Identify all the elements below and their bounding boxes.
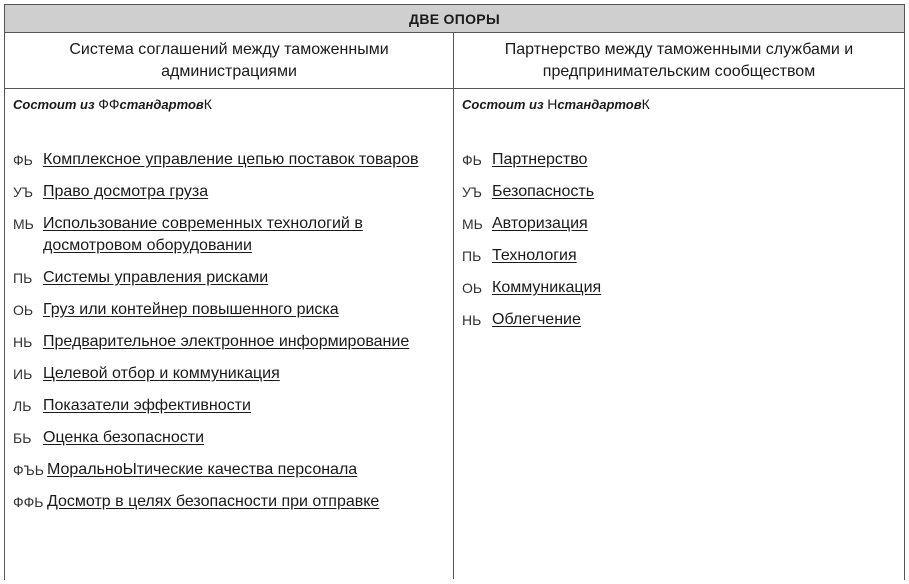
list-item: [462, 245, 896, 267]
consists-suffix: К: [203, 96, 212, 112]
two-pillars-table: [4, 4, 905, 580]
item-marker: ФЪЬ: [13, 462, 44, 478]
item-label[interactable]: Партнерство: [492, 151, 588, 168]
item-label[interactable]: Системы управления рисками: [43, 269, 269, 286]
header-row: [5, 33, 904, 89]
consists-prefix: Состоит из: [13, 97, 95, 112]
list-item: [13, 213, 445, 257]
item-label[interactable]: Комплексное управление цепью поставок товаров: [43, 151, 419, 168]
item-marker: ИЬ: [13, 366, 33, 382]
item-label[interactable]: МоральноЫтические качества персонала: [47, 461, 358, 478]
item-marker: МЬ: [462, 216, 483, 232]
consists-number: ФФ: [98, 96, 120, 112]
item-marker: ФЬ: [462, 152, 482, 168]
right-consists-line: [462, 95, 896, 113]
list-item: [13, 427, 445, 449]
item-marker: ОЬ: [13, 302, 34, 318]
list-item: [462, 149, 896, 171]
list-item: [13, 149, 445, 171]
item-label[interactable]: Технология: [492, 247, 577, 264]
consists-word: стандартов: [119, 97, 204, 112]
list-item: [462, 181, 896, 203]
right-standards-list: [462, 149, 896, 331]
list-item: [462, 277, 896, 299]
list-item: [13, 267, 445, 289]
item-label[interactable]: Груз или контейнер повышенного риска: [43, 301, 339, 318]
item-label[interactable]: Целевой отбор и коммуникация: [43, 365, 280, 382]
item-marker: НЬ: [462, 312, 482, 328]
consists-suffix: К: [641, 96, 650, 112]
right-column-body: [454, 89, 904, 579]
item-label[interactable]: Досмотр в целях безопасности при отправке: [47, 493, 380, 510]
item-label[interactable]: Предварительное электронное информирование: [43, 333, 410, 350]
item-marker: ФЬ: [13, 152, 33, 168]
item-label[interactable]: Использование современных технологий в досмотровом оборудовании: [43, 215, 363, 254]
item-label[interactable]: Коммуникация: [492, 279, 602, 296]
item-marker: ПЬ: [13, 270, 33, 286]
item-marker: МЬ: [13, 216, 34, 232]
item-marker: УЪ: [13, 184, 33, 200]
item-marker: НЬ: [13, 334, 33, 350]
item-marker: УЪ: [462, 184, 482, 200]
item-label[interactable]: Оценка безопасности: [43, 429, 205, 446]
list-item: [13, 181, 445, 203]
consists-number: Н: [547, 96, 558, 112]
table-title: ДВЕ ОПОРЫ: [5, 5, 904, 33]
list-item: [13, 363, 445, 385]
list-item: [462, 213, 896, 235]
body-row: [5, 89, 904, 579]
item-label[interactable]: Право досмотра груза: [43, 183, 209, 200]
item-label[interactable]: Авторизация: [492, 215, 588, 232]
list-item: [13, 491, 445, 513]
right-column-heading: Партнерство между таможенными службами и предпринимательским сообществом: [504, 41, 854, 80]
item-marker: ФФЬ: [13, 494, 44, 510]
left-column-heading: Система соглашений между таможенными администрациями: [5, 33, 454, 88]
item-marker: ЛЬ: [13, 398, 32, 414]
list-item: [13, 299, 445, 321]
item-marker: ПЬ: [462, 248, 482, 264]
item-label[interactable]: Облегчение: [492, 311, 581, 328]
left-column-body: [5, 89, 454, 579]
list-item: [13, 459, 445, 481]
list-item: [462, 309, 896, 331]
consists-prefix: Состоит из: [462, 97, 544, 112]
consists-word: стандартов: [557, 97, 642, 112]
item-label[interactable]: Безопасность: [492, 183, 595, 200]
left-standards-list: [13, 149, 445, 513]
item-label[interactable]: Показатели эффективности: [43, 397, 251, 414]
item-marker: ОЬ: [462, 280, 483, 296]
item-marker: БЬ: [13, 430, 32, 446]
left-consists-line: [13, 95, 445, 113]
list-item: [13, 395, 445, 417]
list-item: [13, 331, 445, 353]
